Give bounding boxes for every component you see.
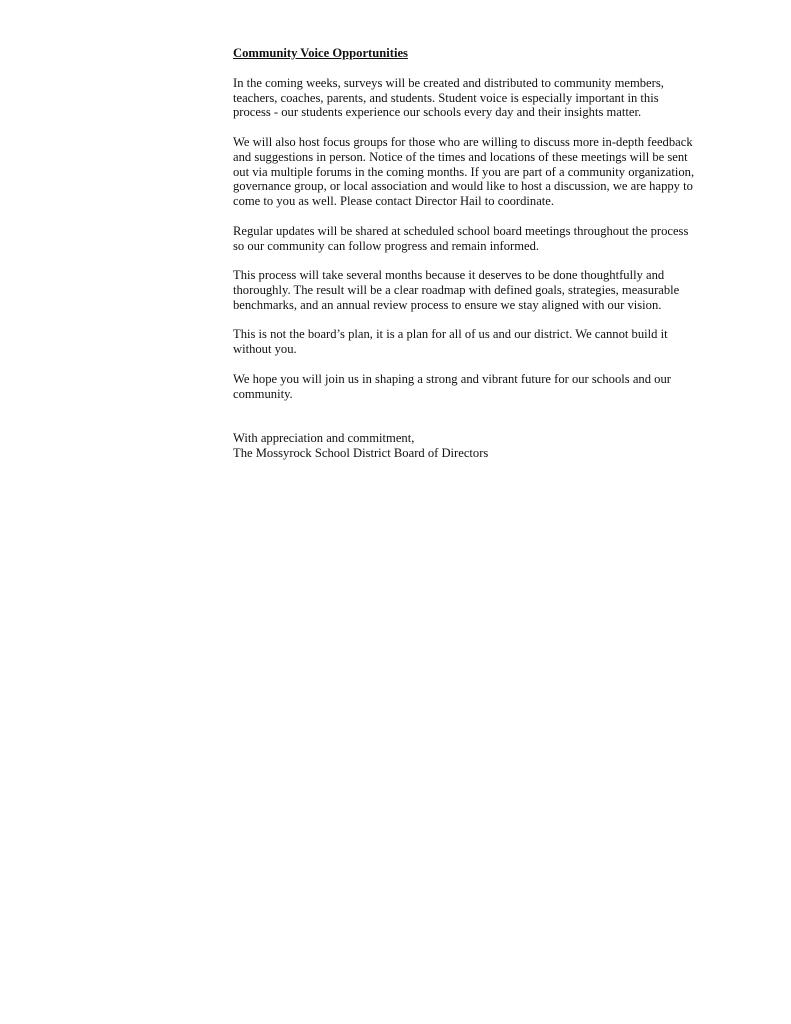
text-line: and suggestions in person. Notice of the times and locations of these meetings will be sent [233,149,688,164]
paragraph-updates [233,224,713,254]
paragraph-process [233,268,713,312]
text-line: out via multiple forums in the coming months. If you are part of a community organization, [233,164,695,179]
text-line: process - our students experience our schools every day and their insights matter. [233,105,642,120]
text-line: governance group, or local association and would like to host a discussion, we are happy to [233,179,693,194]
text-line: community. [233,386,293,401]
closing-signature: The Mossyrock School District Board of Directors [233,445,489,460]
letter-closing [233,431,713,461]
paragraph-invitation [233,372,713,402]
paragraph-focus-groups [233,135,713,209]
text-line: We will also host focus groups for those who are willing to discuss more in-depth feedback [233,134,693,149]
text-line: This process will take several months because it deserves to be done thoughtfully and [233,268,665,283]
text-line: In the coming weeks, surveys will be created and distributed to community members, [233,75,664,90]
letter-page [233,46,713,461]
closing-salutation: With appreciation and commitment, [233,430,415,445]
text-line: This is not the board’s plan, it is a plan for all of us and our district. We cannot build it [233,327,668,342]
text-line: Regular updates will be shared at scheduled school board meetings throughout the process [233,223,689,238]
section-heading: Community Voice Opportunities [233,46,408,60]
text-line: We hope you will join us in shaping a strong and vibrant future for our schools and our [233,371,671,386]
text-line: so our community can follow progress and remain informed. [233,238,540,253]
text-line: benchmarks, and an annual review process to ensure we stay aligned with our vision. [233,297,662,312]
text-line: without you. [233,342,297,357]
text-line: teachers, coaches, parents, and students. Student voice is especially important in this [233,90,659,105]
paragraph-surveys [233,76,713,120]
text-line: come to you as well. Please contact Director Hail to coordinate. [233,194,555,209]
text-line: thoroughly. The result will be a clear roadmap with defined goals, strategies, measurable [233,282,680,297]
paragraph-plan [233,327,713,357]
